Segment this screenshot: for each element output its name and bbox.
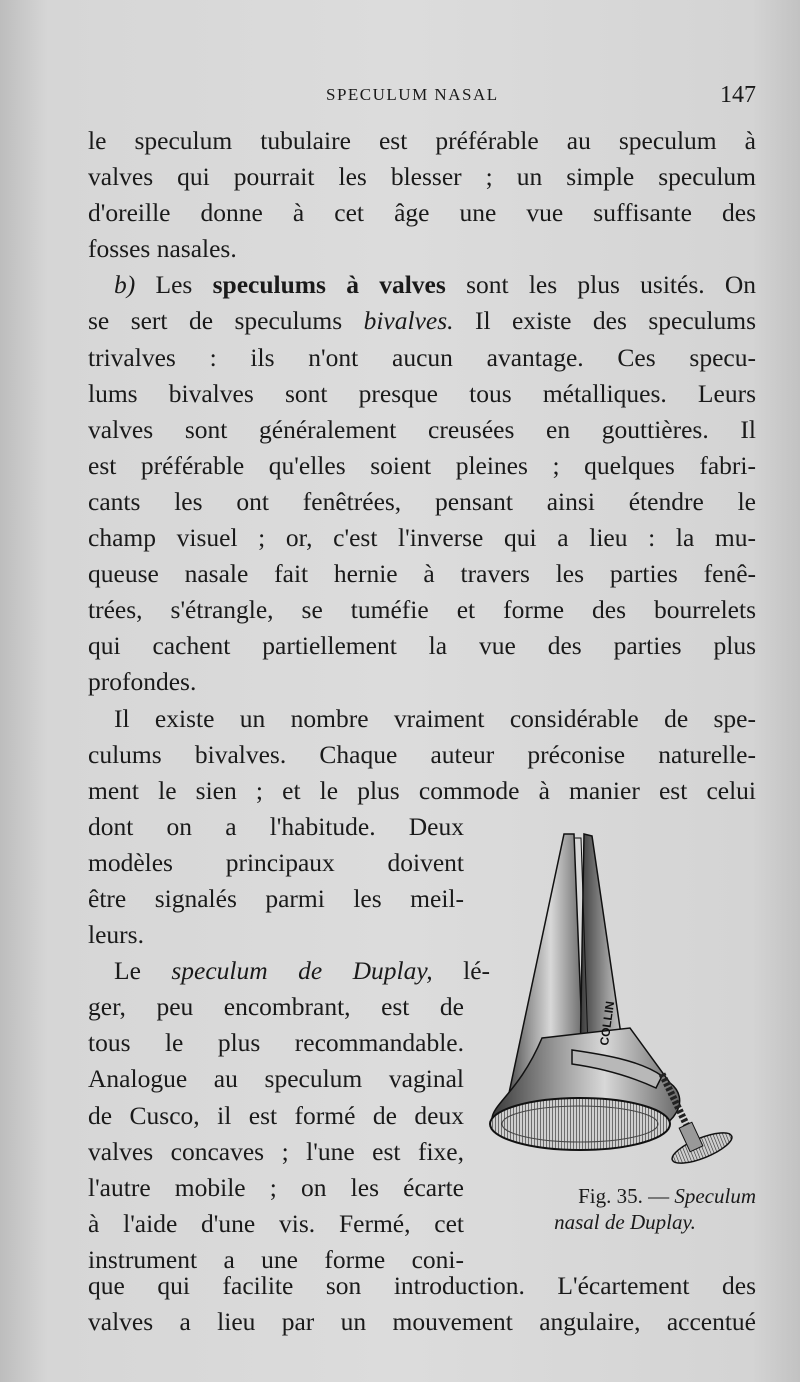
text-line: d'oreille donne à cet âge une vue suffisante des: [88, 198, 756, 228]
text-line: que qui facilite son introduction. L'écartement des: [88, 1271, 756, 1300]
figure-caption: Fig. 35. — Speculum nasal de Duplay.: [470, 1183, 760, 1235]
text-line: l'autre mobile ; on les écarte: [88, 1172, 464, 1202]
speculum-illustration: [480, 828, 770, 1178]
text-line: valves qui pourrait les blesser ; un simple speculum: [88, 162, 756, 192]
text-line: leurs.: [88, 920, 144, 950]
text-line: Analogue au speculum vaginal: [88, 1064, 464, 1094]
text-line: modèles principaux doivent: [88, 847, 464, 877]
page-number: 147: [720, 82, 756, 108]
text-line: cants les ont fenêtrées, pensant ainsi étendre le: [88, 486, 756, 516]
bold-term: speculums à valves: [212, 270, 446, 300]
text-line: culums bivalves. Chaque auteur préconise naturelle-: [88, 739, 756, 769]
text-line: champ visuel ; or, c'est l'inverse qui a lieu : la mu-: [88, 523, 756, 553]
text-line: se sert de speculums bivalves. Il existe des speculums: [88, 306, 756, 336]
text-line: ger, peu encombrant, est de: [88, 992, 464, 1022]
text-line: Il existe un nombre vraiment considérable de spe-: [114, 703, 756, 733]
text-line: est préférable qu'elles soient pleines ; quelques fabri-: [88, 450, 756, 480]
duplay-first-line: Le speculum de Duplay, lé-: [114, 956, 490, 986]
text-line: lums bivalves sont presque tous métalliques. Leurs: [88, 378, 756, 408]
text-line: profondes.: [88, 667, 197, 697]
speculum-figure: [480, 828, 770, 1178]
text-line: être signalés parmi les meil-: [88, 883, 464, 913]
italic-term: bivalves.: [363, 306, 454, 336]
text-line: valves a lieu par un mouvement angulaire, accentué: [88, 1307, 756, 1337]
paragraph-marker: b): [114, 270, 136, 300]
text-line: qui cachent partiellement la vue des parties plus: [88, 631, 756, 661]
text-line: ment le sien ; et le plus commode à manier est celui: [88, 775, 756, 805]
text-line: tous le plus recommandable.: [88, 1028, 464, 1058]
text-line: instrument a une forme coni-: [88, 1244, 464, 1274]
paragraph-b-first-line: b) Les speculums à valves sont les plus usités. On: [114, 270, 756, 300]
caption-number: Fig. 35.: [578, 1184, 643, 1208]
text-line: dont on a l'habitude. Deux: [88, 811, 464, 841]
maker-engraving: COLLIN: [597, 1000, 618, 1047]
text-line: queuse nasale fait hernie à travers les parties fenê-: [88, 559, 756, 589]
caption-title-line-2: nasal de Duplay.: [554, 1210, 696, 1234]
page-header: [88, 82, 756, 112]
text-line: de Cusco, il est formé de deux: [88, 1100, 464, 1130]
italic-term: speculum de Duplay,: [171, 956, 433, 986]
text-line: trées, s'étrangle, se tuméfie et forme des bourrelets: [88, 595, 756, 625]
text-line: à l'aide d'une vis. Fermé, cet: [88, 1208, 464, 1238]
text-line: valves concaves ; l'une est fixe,: [88, 1136, 464, 1166]
running-head: SPECULUM NASAL: [326, 85, 499, 104]
bottom-text: [88, 1268, 756, 1340]
text-line: valves sont généralement creusées en gouttières. Il: [88, 414, 756, 444]
text-line: trivalves : ils n'ont aucun avantage. Ces specu-: [88, 342, 756, 372]
text-line: fosses nasales.: [88, 234, 237, 264]
text-line: le speculum tubulaire est préférable au speculum à: [88, 126, 756, 155]
caption-title: Speculum: [674, 1184, 756, 1208]
